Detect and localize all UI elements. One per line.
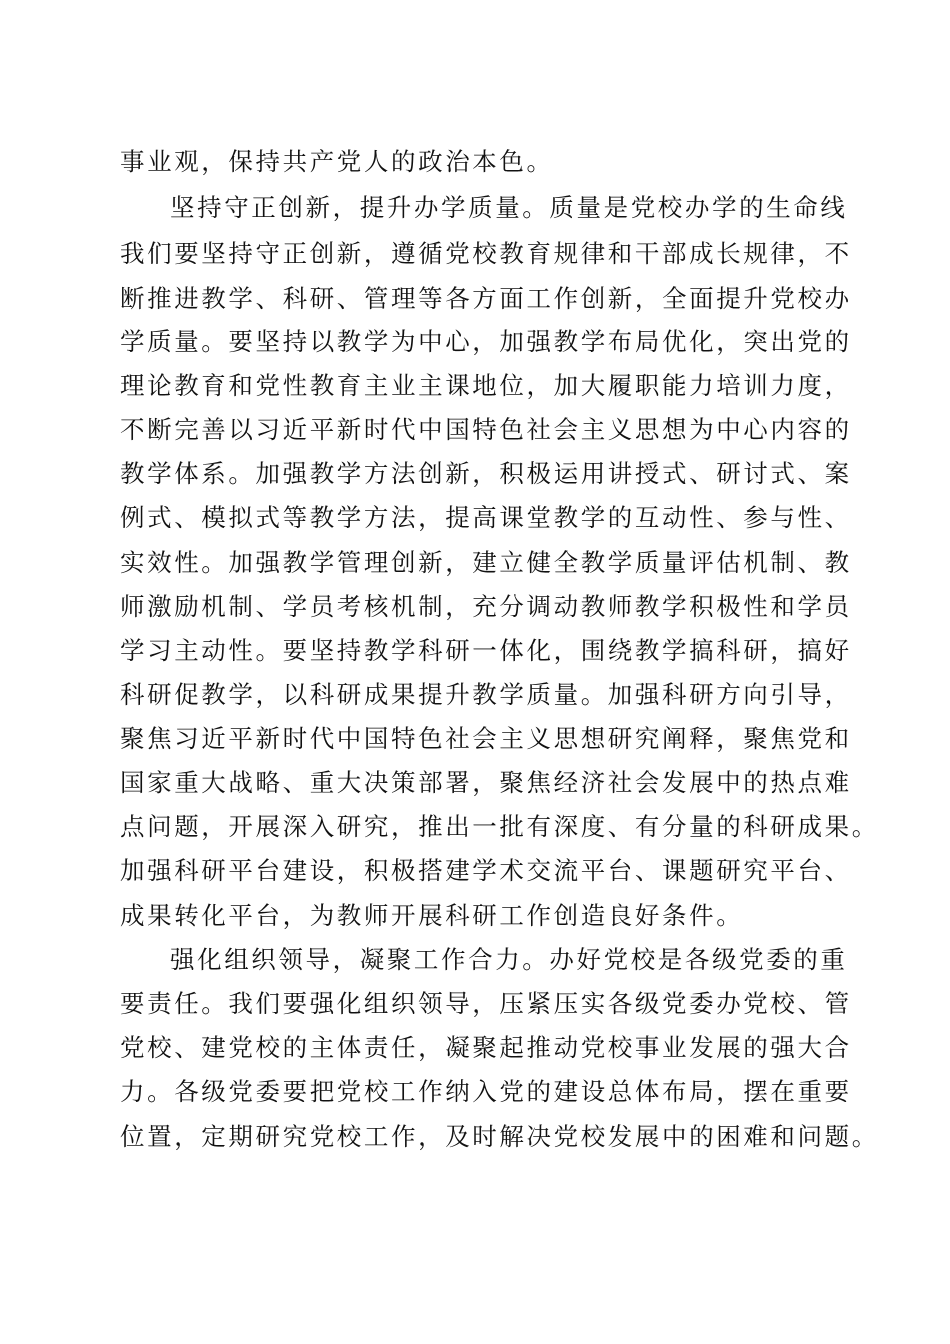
text-line: 例式、模拟式等教学方法，提高课堂教学的互动性、参与性、 [120,503,852,532]
text-line: 学质量。要坚持以教学为中心，加强教学布局优化，突出党的 [120,327,852,356]
text-line: 力。各级党委要把党校工作纳入党的建设总体布局，摆在重要 [120,1077,852,1106]
text-line: 加强科研平台建设，积极搭建学术交流平台、课题研究平台、 [120,856,852,885]
text-line: 位置，定期研究党校工作，及时解决党校发展中的困难和问题。 [120,1122,879,1151]
text-line: 党校、建党校的主体责任，凝聚起推动党校事业发展的强大合 [120,1033,852,1062]
text-line: 事业观，保持共产党人的政治本色。 [120,147,554,176]
text-line: 我们要坚持守正创新，遵循党校教育规律和干部成长规律，不 [120,239,852,268]
paragraph-heading-line: 坚持守正创新，提升办学质量。质量是党校办学的生命线 [170,193,848,222]
text-line: 实效性。加强教学管理创新，建立健全教学质量评估机制、教 [120,548,852,577]
text-line: 聚焦习近平新时代中国特色社会主义思想研究阐释，聚焦党和 [120,724,852,753]
text-line: 点问题，开展深入研究，推出一批有深度、有分量的科研成果。 [120,812,879,841]
text-line: 国家重大战略、重大决策部署，聚焦经济社会发展中的热点难 [120,768,852,797]
text-line: 成果转化平台，为教师开展科研工作创造良好条件。 [120,901,744,930]
text-line: 教学体系。加强教学方法创新，积极运用讲授式、研讨式、案 [120,459,852,488]
text-line: 师激励机制、学员考核机制，充分调动教师教学积极性和学员 [120,592,852,621]
text-line: 不断完善以习近平新时代中国特色社会主义思想为中心内容的 [120,415,852,444]
text-line: 学习主动性。要坚持教学科研一体化，围绕教学搞科研，搞好 [120,636,852,665]
paragraph-heading-line: 强化组织领导，凝聚工作合力。办好党校是各级党委的重 [170,945,848,974]
text-line: 理论教育和党性教育主业主课地位，加大履职能力培训力度， [120,371,852,400]
text-line: 断推进教学、科研、管理等各方面工作创新，全面提升党校办 [120,284,852,313]
text-line: 科研促教学，以科研成果提升教学质量。加强科研方向引导， [120,680,852,709]
text-line: 要责任。我们要强化组织领导，压紧压实各级党委办党校、管 [120,989,852,1018]
